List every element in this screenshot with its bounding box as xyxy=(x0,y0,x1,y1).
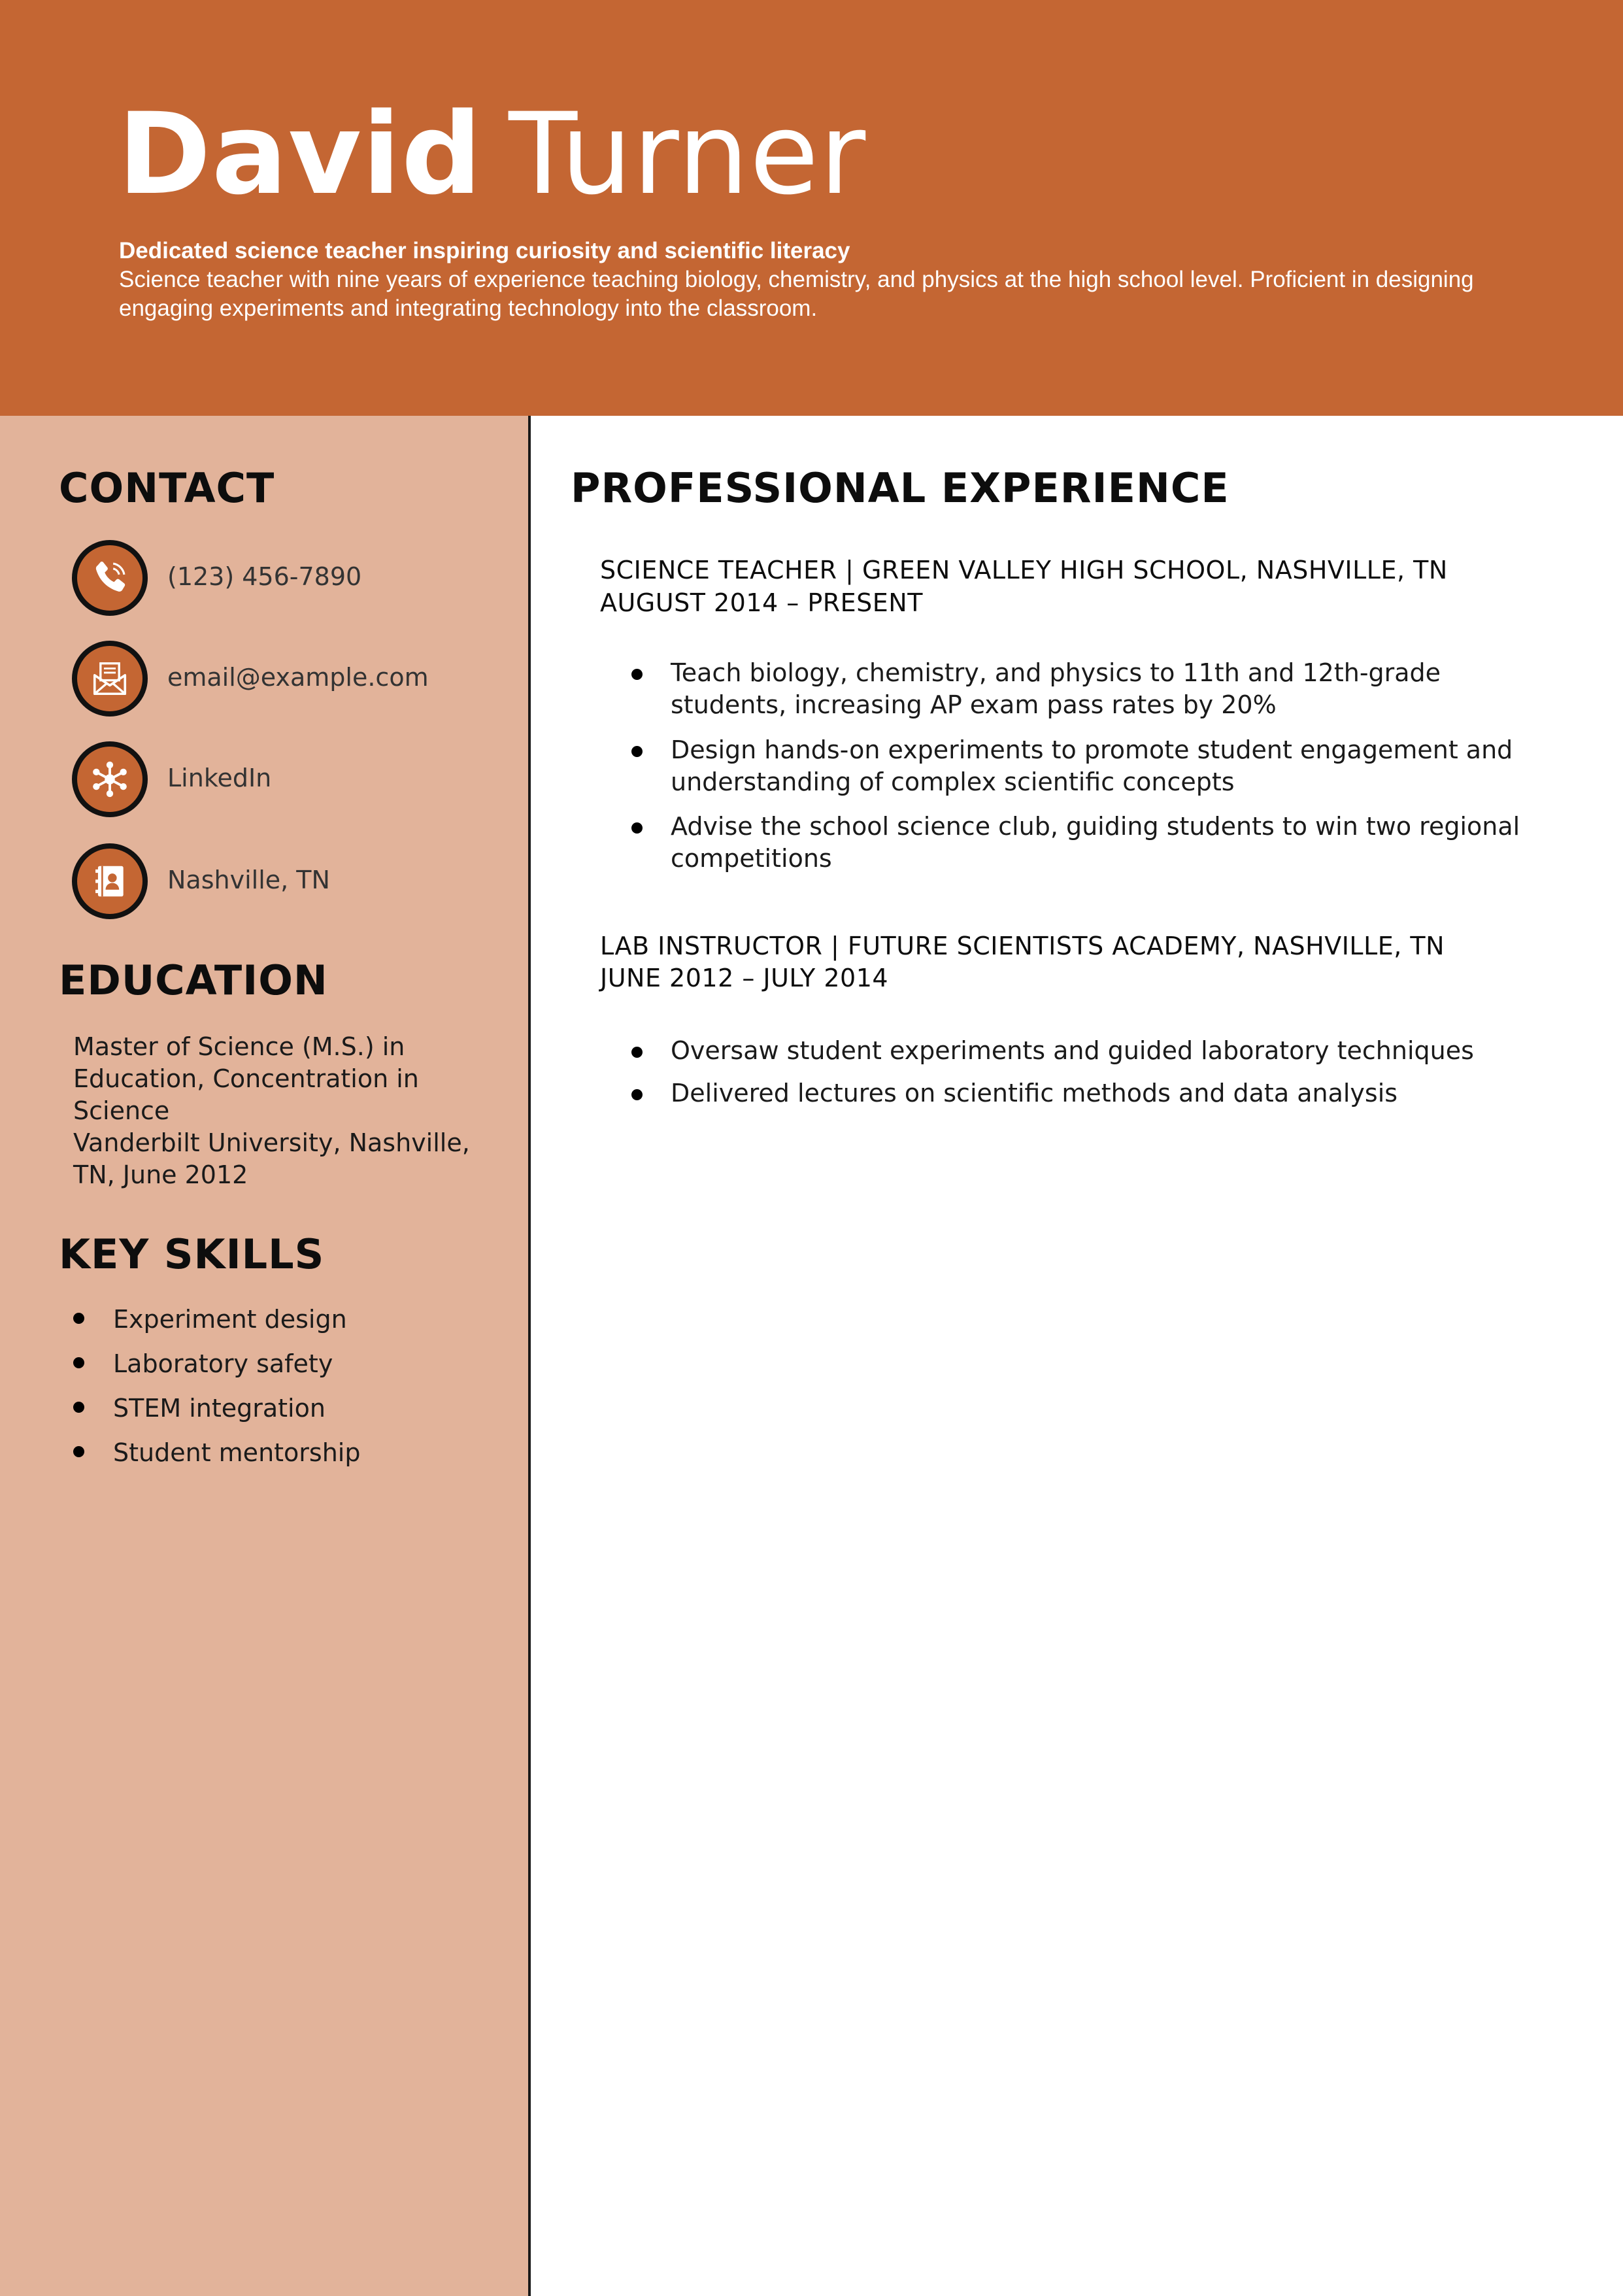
skill-item xyxy=(73,1349,333,1378)
skill-text: Laboratory safety xyxy=(113,1349,333,1378)
education-school-line-1: Vanderbilt University, Nashville, xyxy=(73,1128,470,1157)
location-text: Nashville, TN xyxy=(167,866,330,894)
contact-heading: CONTACT xyxy=(59,464,275,512)
bullet-dot xyxy=(73,1313,84,1324)
education-degree-line-3: Science xyxy=(73,1096,170,1125)
skills-heading: KEY SKILLS xyxy=(59,1230,325,1278)
linkedin-text[interactable]: LinkedIn xyxy=(167,764,272,792)
skill-text: Experiment design xyxy=(113,1305,347,1334)
email-icon xyxy=(72,641,148,717)
education-degree-line-1: Master of Science (M.S.) in xyxy=(73,1032,405,1061)
summary: Science teacher with nine years of experience teaching biology, chemistry, and physics at the high school level. Proficient in designing engaging experiments and integrating technology into the classroom. xyxy=(119,267,1474,321)
phone-icon xyxy=(72,540,148,616)
skill-text: STEM integration xyxy=(113,1394,326,1423)
address-book-icon xyxy=(72,843,148,919)
experience-heading: PROFESSIONAL EXPERIENCE xyxy=(571,464,1230,512)
skill-text: Student mentorship xyxy=(113,1438,361,1467)
tagline: Dedicated science teacher inspiring curiosity and scientific literacy xyxy=(119,238,850,263)
education-degree-line-2: Education, Concentration in xyxy=(73,1064,419,1093)
job-2-dates: JUNE 2012 – JULY 2014 xyxy=(600,964,889,992)
education-school-line-2: TN, June 2012 xyxy=(73,1160,248,1189)
bullet-dot xyxy=(73,1402,84,1413)
first-name: David xyxy=(118,88,483,220)
job-2-role: LAB INSTRUCTOR | FUTURE SCIENTISTS ACADEMY, NASHVILLE, TN xyxy=(600,932,1445,960)
bullet-dot xyxy=(631,822,643,834)
bullet-text: Delivered lectures on scientific methods and data analysis xyxy=(671,1079,1398,1107)
bullet-text: Advise the school science club, guiding students to win two regional competitions xyxy=(671,812,1520,873)
bullet-dot xyxy=(631,746,643,757)
last-name: Turner xyxy=(509,88,867,220)
skill-item xyxy=(73,1394,326,1423)
bullet-text: Design hands-on experiments to promote student engagement and understanding of complex scientific concepts xyxy=(671,735,1513,796)
education-heading: EDUCATION xyxy=(59,956,328,1004)
email-text[interactable]: email@example.com xyxy=(167,663,429,692)
skill-item xyxy=(73,1305,347,1334)
bullet-text: Teach biology, chemistry, and physics to 11th and 12th-grade students, increasing AP exam pass rates by 20% xyxy=(671,658,1441,719)
job-1-dates: AUGUST 2014 – PRESENT xyxy=(600,588,923,617)
linkedin-icon xyxy=(72,741,148,817)
header-banner xyxy=(0,0,1623,416)
bullet-dot xyxy=(631,669,643,680)
skill-item xyxy=(73,1438,360,1467)
candidate-name xyxy=(118,88,867,220)
job-1-role: SCIENCE TEACHER | GREEN VALLEY HIGH SCHOOL, NASHVILLE, TN xyxy=(600,556,1448,584)
bullet-dot xyxy=(73,1357,84,1368)
bullet-dot xyxy=(631,1047,643,1058)
phone-text: (123) 456-7890 xyxy=(167,562,362,591)
bullet-dot xyxy=(631,1089,643,1100)
bullet-dot xyxy=(73,1446,84,1457)
column-divider xyxy=(528,416,531,2296)
bullet-text: Oversaw student experiments and guided laboratory techniques xyxy=(671,1036,1474,1065)
